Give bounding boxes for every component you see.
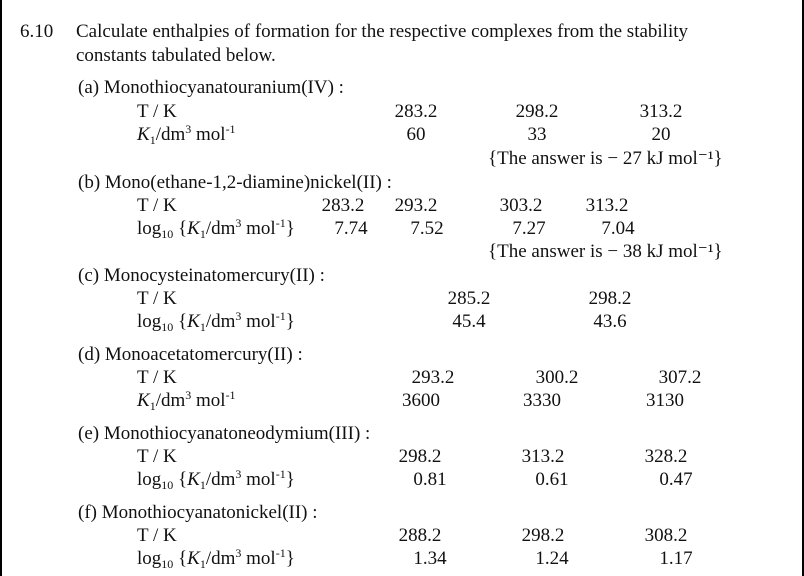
part-e-temperature: 298.2 — [398, 446, 442, 467]
part-e-value: 0.81 — [413, 469, 447, 490]
part-a-value: 20 — [651, 124, 671, 145]
part-d-k-label: $K_1/dm^3$ mol$^{-1}$ — [137, 388, 236, 413]
problem-text-line2: constants tabulated below. — [76, 45, 276, 66]
part-b-temperature-label: T / K — [137, 195, 177, 216]
part-a-temperature: 298.2 — [515, 101, 559, 122]
part-b-value: 7.04 — [601, 218, 635, 239]
left-page-border — [0, 0, 2, 576]
part-b-heading: (b) Mono(ethane-1,2-diamine)nickel(II) : — [78, 172, 392, 193]
part-a-value: 60 — [406, 124, 426, 145]
part-d-heading: (d) Monoacetatomercury(II) : — [78, 344, 303, 365]
part-f-value: 1.17 — [659, 548, 693, 569]
part-f-value: 1.24 — [535, 548, 569, 569]
part-a-heading: (a) Monothiocyanatouranium(IV) : — [78, 77, 344, 98]
part-f-heading: (f) Monothiocyanatonickel(II) : — [78, 502, 318, 523]
part-c-log-k-label: $\log_{10} \{K_1/dm^3$ mol$^{-1}$} — [137, 309, 295, 334]
part-f-temperature: 298.2 — [521, 525, 565, 546]
part-e-value: 0.47 — [659, 469, 693, 490]
part-b-value: 7.52 — [410, 218, 444, 239]
part-d-temperature-label: T / K — [137, 367, 177, 388]
part-b-answer: {The answer is − 38 kJ mol⁻¹} — [488, 241, 723, 262]
part-a-temperature: 283.2 — [394, 101, 438, 122]
part-d-value: 3130 — [646, 390, 684, 411]
part-c-value: 45.4 — [452, 311, 486, 332]
part-e-temperature: 328.2 — [644, 446, 688, 467]
part-b-value: 7.27 — [512, 218, 546, 239]
part-d-temperature: 293.2 — [411, 367, 455, 388]
part-d-value: 3330 — [523, 390, 561, 411]
part-f-temperature: 308.2 — [644, 525, 688, 546]
part-b-value: 7.74 — [334, 218, 368, 239]
part-d-temperature: 300.2 — [535, 367, 579, 388]
part-f-value: 1.34 — [413, 548, 447, 569]
part-d-value: 3600 — [402, 390, 440, 411]
part-e-heading: (e) Monothiocyanatoneodymium(III) : — [78, 423, 371, 444]
part-e-value: 0.61 — [535, 469, 569, 490]
part-c-heading: (c) Monocysteinatomercury(II) : — [78, 265, 325, 286]
part-e-log-k-label: $\log_{10} \{K_1/dm^3$ mol$^{-1}$} — [137, 467, 295, 492]
part-d-temperature: 307.2 — [658, 367, 702, 388]
part-b-temperature: 313.2 — [585, 195, 629, 216]
problem-text-line1: Calculate enthalpies of formation for the respective complexes from the stability — [76, 21, 689, 42]
part-a-temperature: 313.2 — [639, 101, 683, 122]
part-b-temperature: 293.2 — [394, 195, 438, 216]
part-a-value: 33 — [527, 124, 547, 145]
part-a-temperature-label: T / K — [137, 101, 177, 122]
part-c-temperature-label: T / K — [137, 288, 177, 309]
part-c-temperature: 285.2 — [447, 288, 491, 309]
part-f-temperature: 288.2 — [398, 525, 442, 546]
part-b-temperature: 283.2 — [321, 195, 365, 216]
part-c-temperature: 298.2 — [588, 288, 632, 309]
part-a-answer: {The answer is − 27 kJ mol⁻¹} — [488, 148, 723, 169]
part-c-value: 43.6 — [593, 311, 627, 332]
part-f-log-k-label: $\log_{10} \{K_1/dm^3$ mol$^{-1}$} — [137, 546, 295, 571]
problem-number: 6.10 — [20, 21, 54, 42]
part-f-temperature-label: T / K — [137, 525, 177, 546]
part-a-k-label: $K_1/dm^3$ mol$^{-1}$ — [137, 122, 236, 147]
part-e-temperature: 313.2 — [521, 446, 565, 467]
part-e-temperature-label: T / K — [137, 446, 177, 467]
part-b-log-k-label: $\log_{10} \{K_1/dm^3$ mol$^{-1}$} — [137, 216, 295, 241]
part-b-temperature: 303.2 — [499, 195, 543, 216]
